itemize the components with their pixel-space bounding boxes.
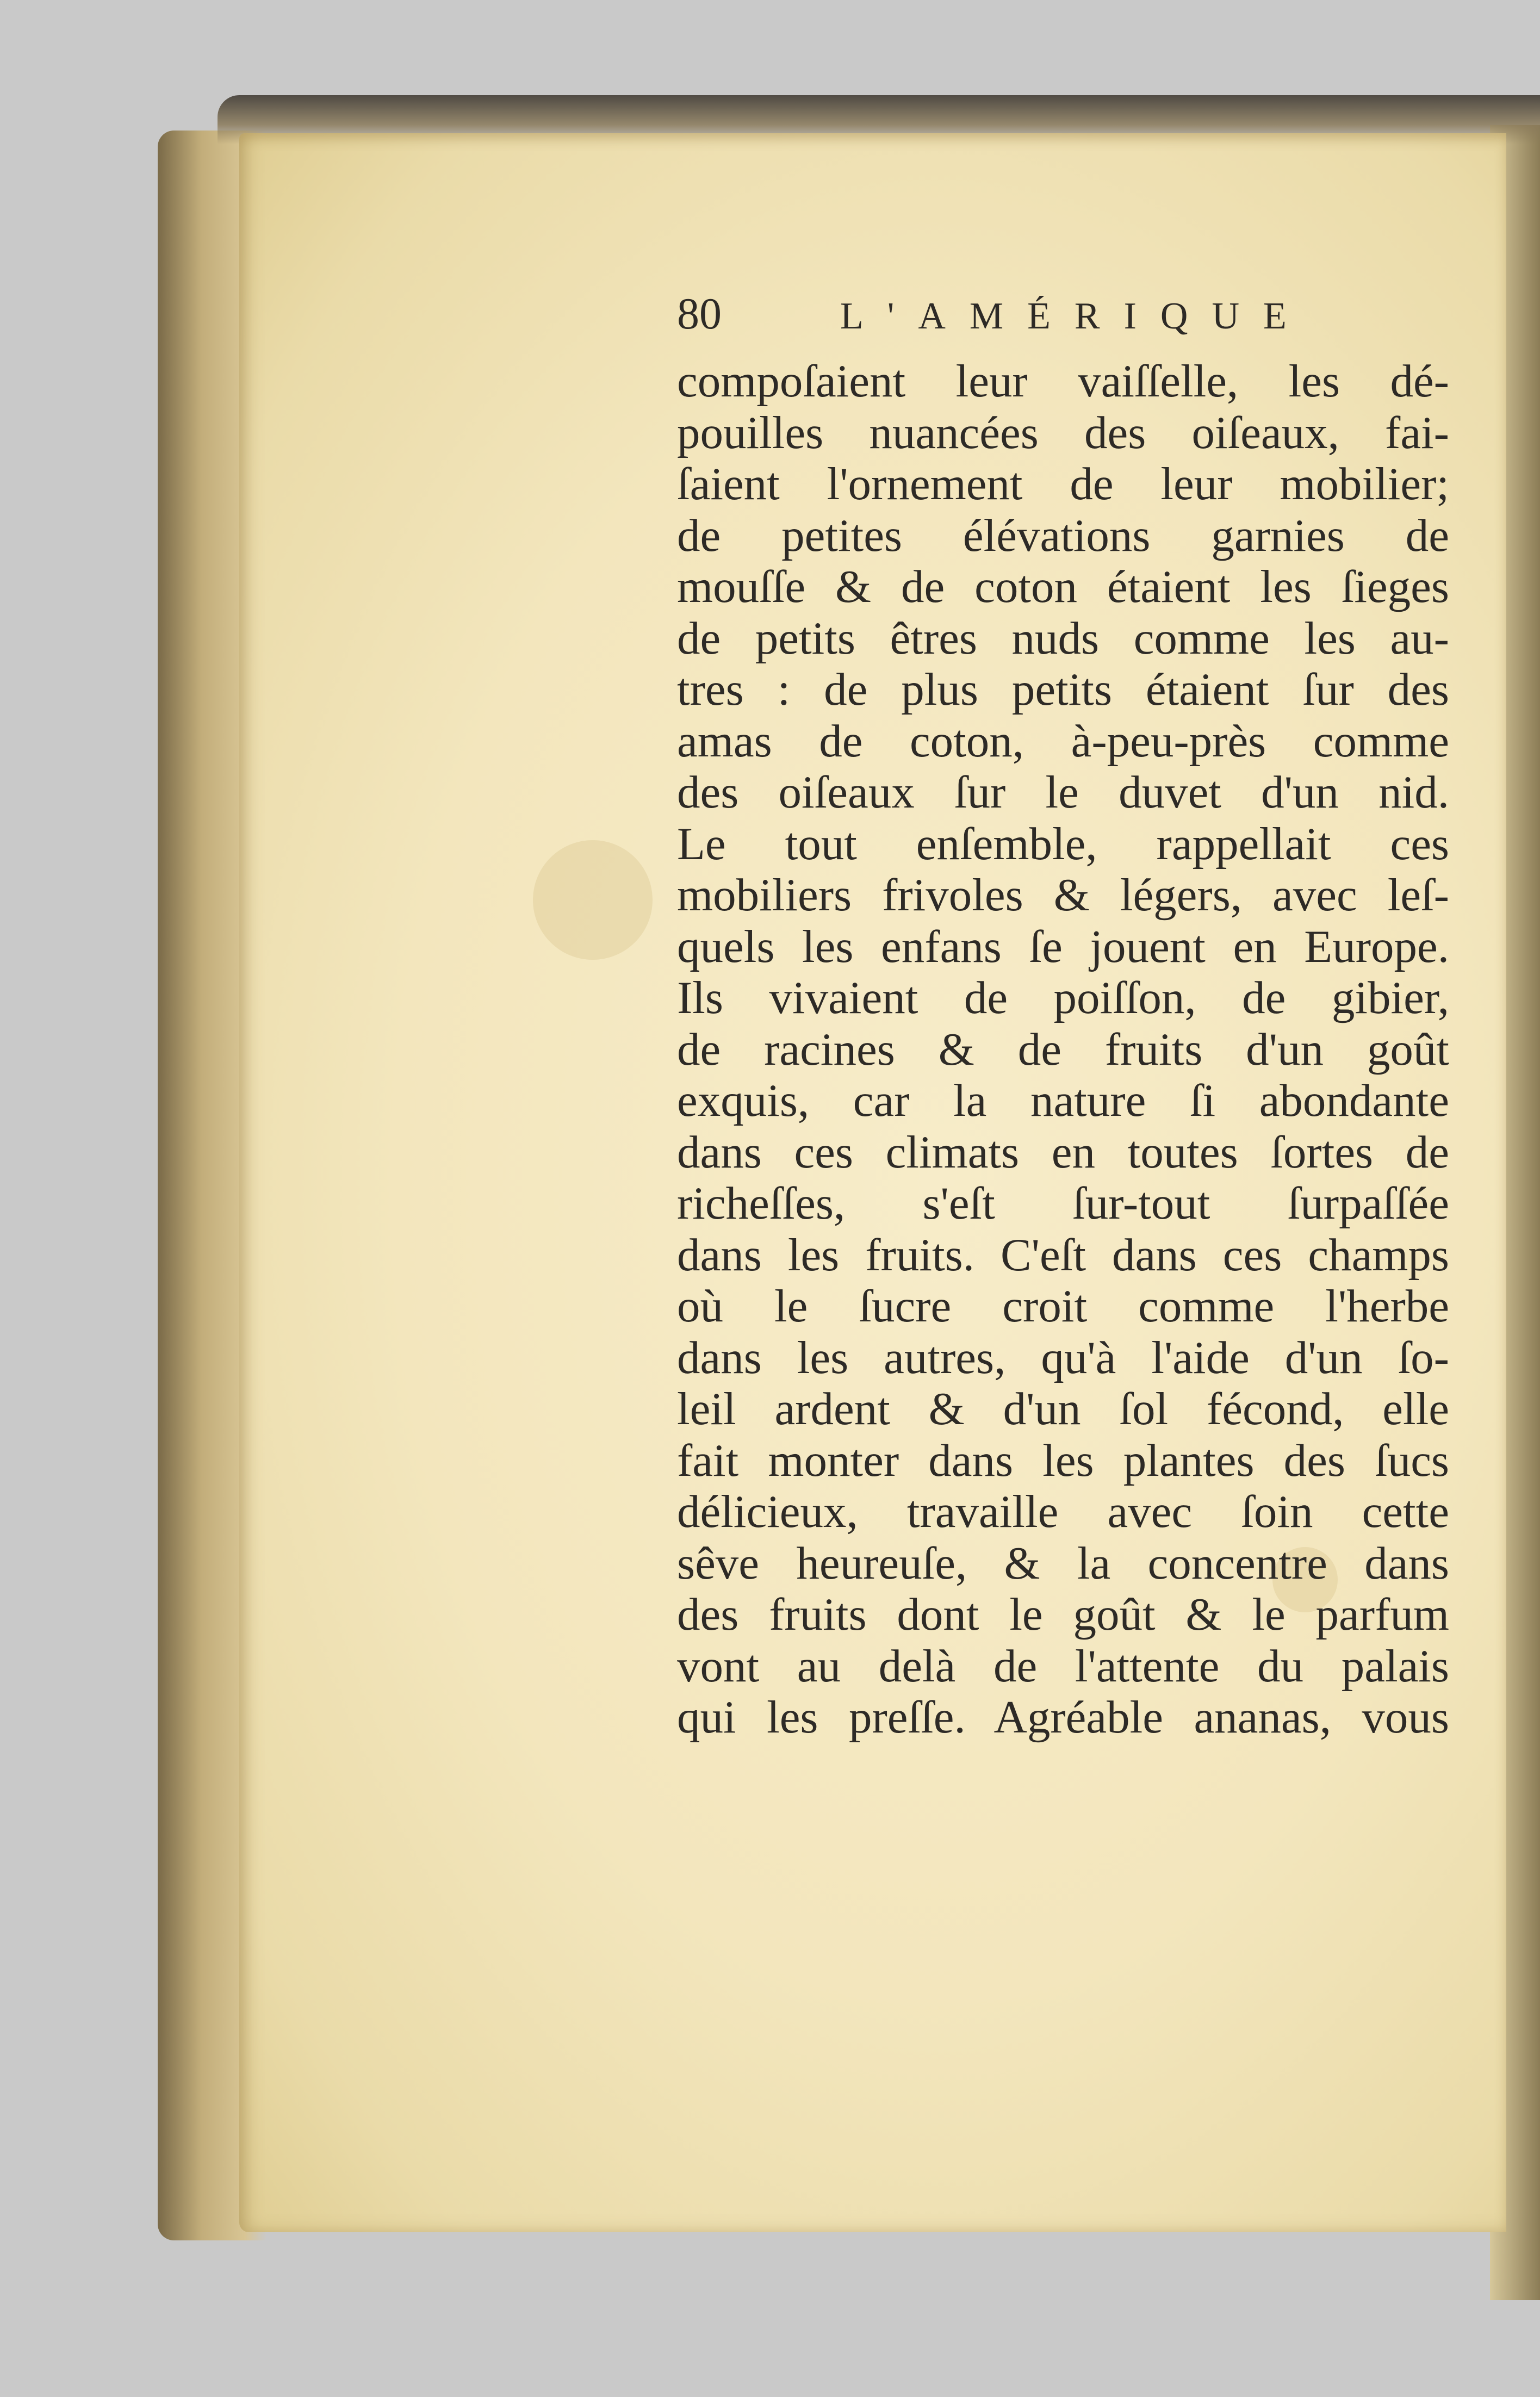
page-number: 80 [677,289,722,338]
text-line: ſaient l'ornement de leur mobilier; [677,458,1449,510]
text-line: fait monter dans les plantes des ſucs [677,1435,1449,1486]
text-line: de racines & de fruits d'un goût [677,1023,1449,1075]
text-line: mouſſe & de coton étaient les ſieges [677,561,1449,612]
text-line: amas de coton, à-peu-près comme [677,715,1449,767]
text-line: Le tout enſemble, rappellait ces [677,818,1449,870]
text-line: des oiſeaux ſur le duvet d'un nid. [677,767,1449,818]
text-line: Ils vivaient de poiſſon, de gibier, [677,972,1449,1023]
running-head [677,288,1449,353]
page-header-title: L'AMÉRIQUE [840,295,1311,337]
text-line: dans les autres, qu'à l'aide d'un ſo- [677,1332,1449,1383]
text-line: exquis, car la nature ſi abondante [677,1075,1449,1126]
text-line: des fruits dont le goût & le parfum [677,1589,1449,1640]
text-block [677,356,1449,1743]
text-line: vont au delà de l'attente du palais [677,1640,1449,1692]
text-line: mobiliers frivoles & légers, avec leſ- [677,870,1449,921]
text-line: de petites élévations garnies de [677,510,1449,561]
paper-stain [533,840,653,960]
text-line: richeſſes, s'eſt ſur-tout ſurpaſſée [677,1178,1449,1229]
text-line: de petits êtres nuds comme les au- [677,612,1449,664]
text-line: compoſaient leur vaiſſelle, les dé- [677,356,1449,407]
text-line: dans ces climats en toutes ſortes de [677,1126,1449,1178]
text-line: sêve heureuſe, & la concentre dans [677,1537,1449,1589]
text-line: délicieux, travaille avec ſoin cette [677,1486,1449,1537]
page-content [677,288,1449,1743]
text-line: dans les fruits. C'eſt dans ces champs [677,1229,1449,1281]
text-line: quels les enfans ſe jouent en Europe. [677,921,1449,972]
text-line: qui les preſſe. Agréable ananas, vous [677,1692,1449,1743]
text-line: leil ardent & d'un ſol fécond, elle [677,1383,1449,1435]
text-line: pouilles nuancées des oiſeaux, fai- [677,407,1449,458]
text-line: où le ſucre croit comme l'herbe [677,1281,1449,1332]
text-line: tres : de plus petits étaient ſur des [677,664,1449,715]
